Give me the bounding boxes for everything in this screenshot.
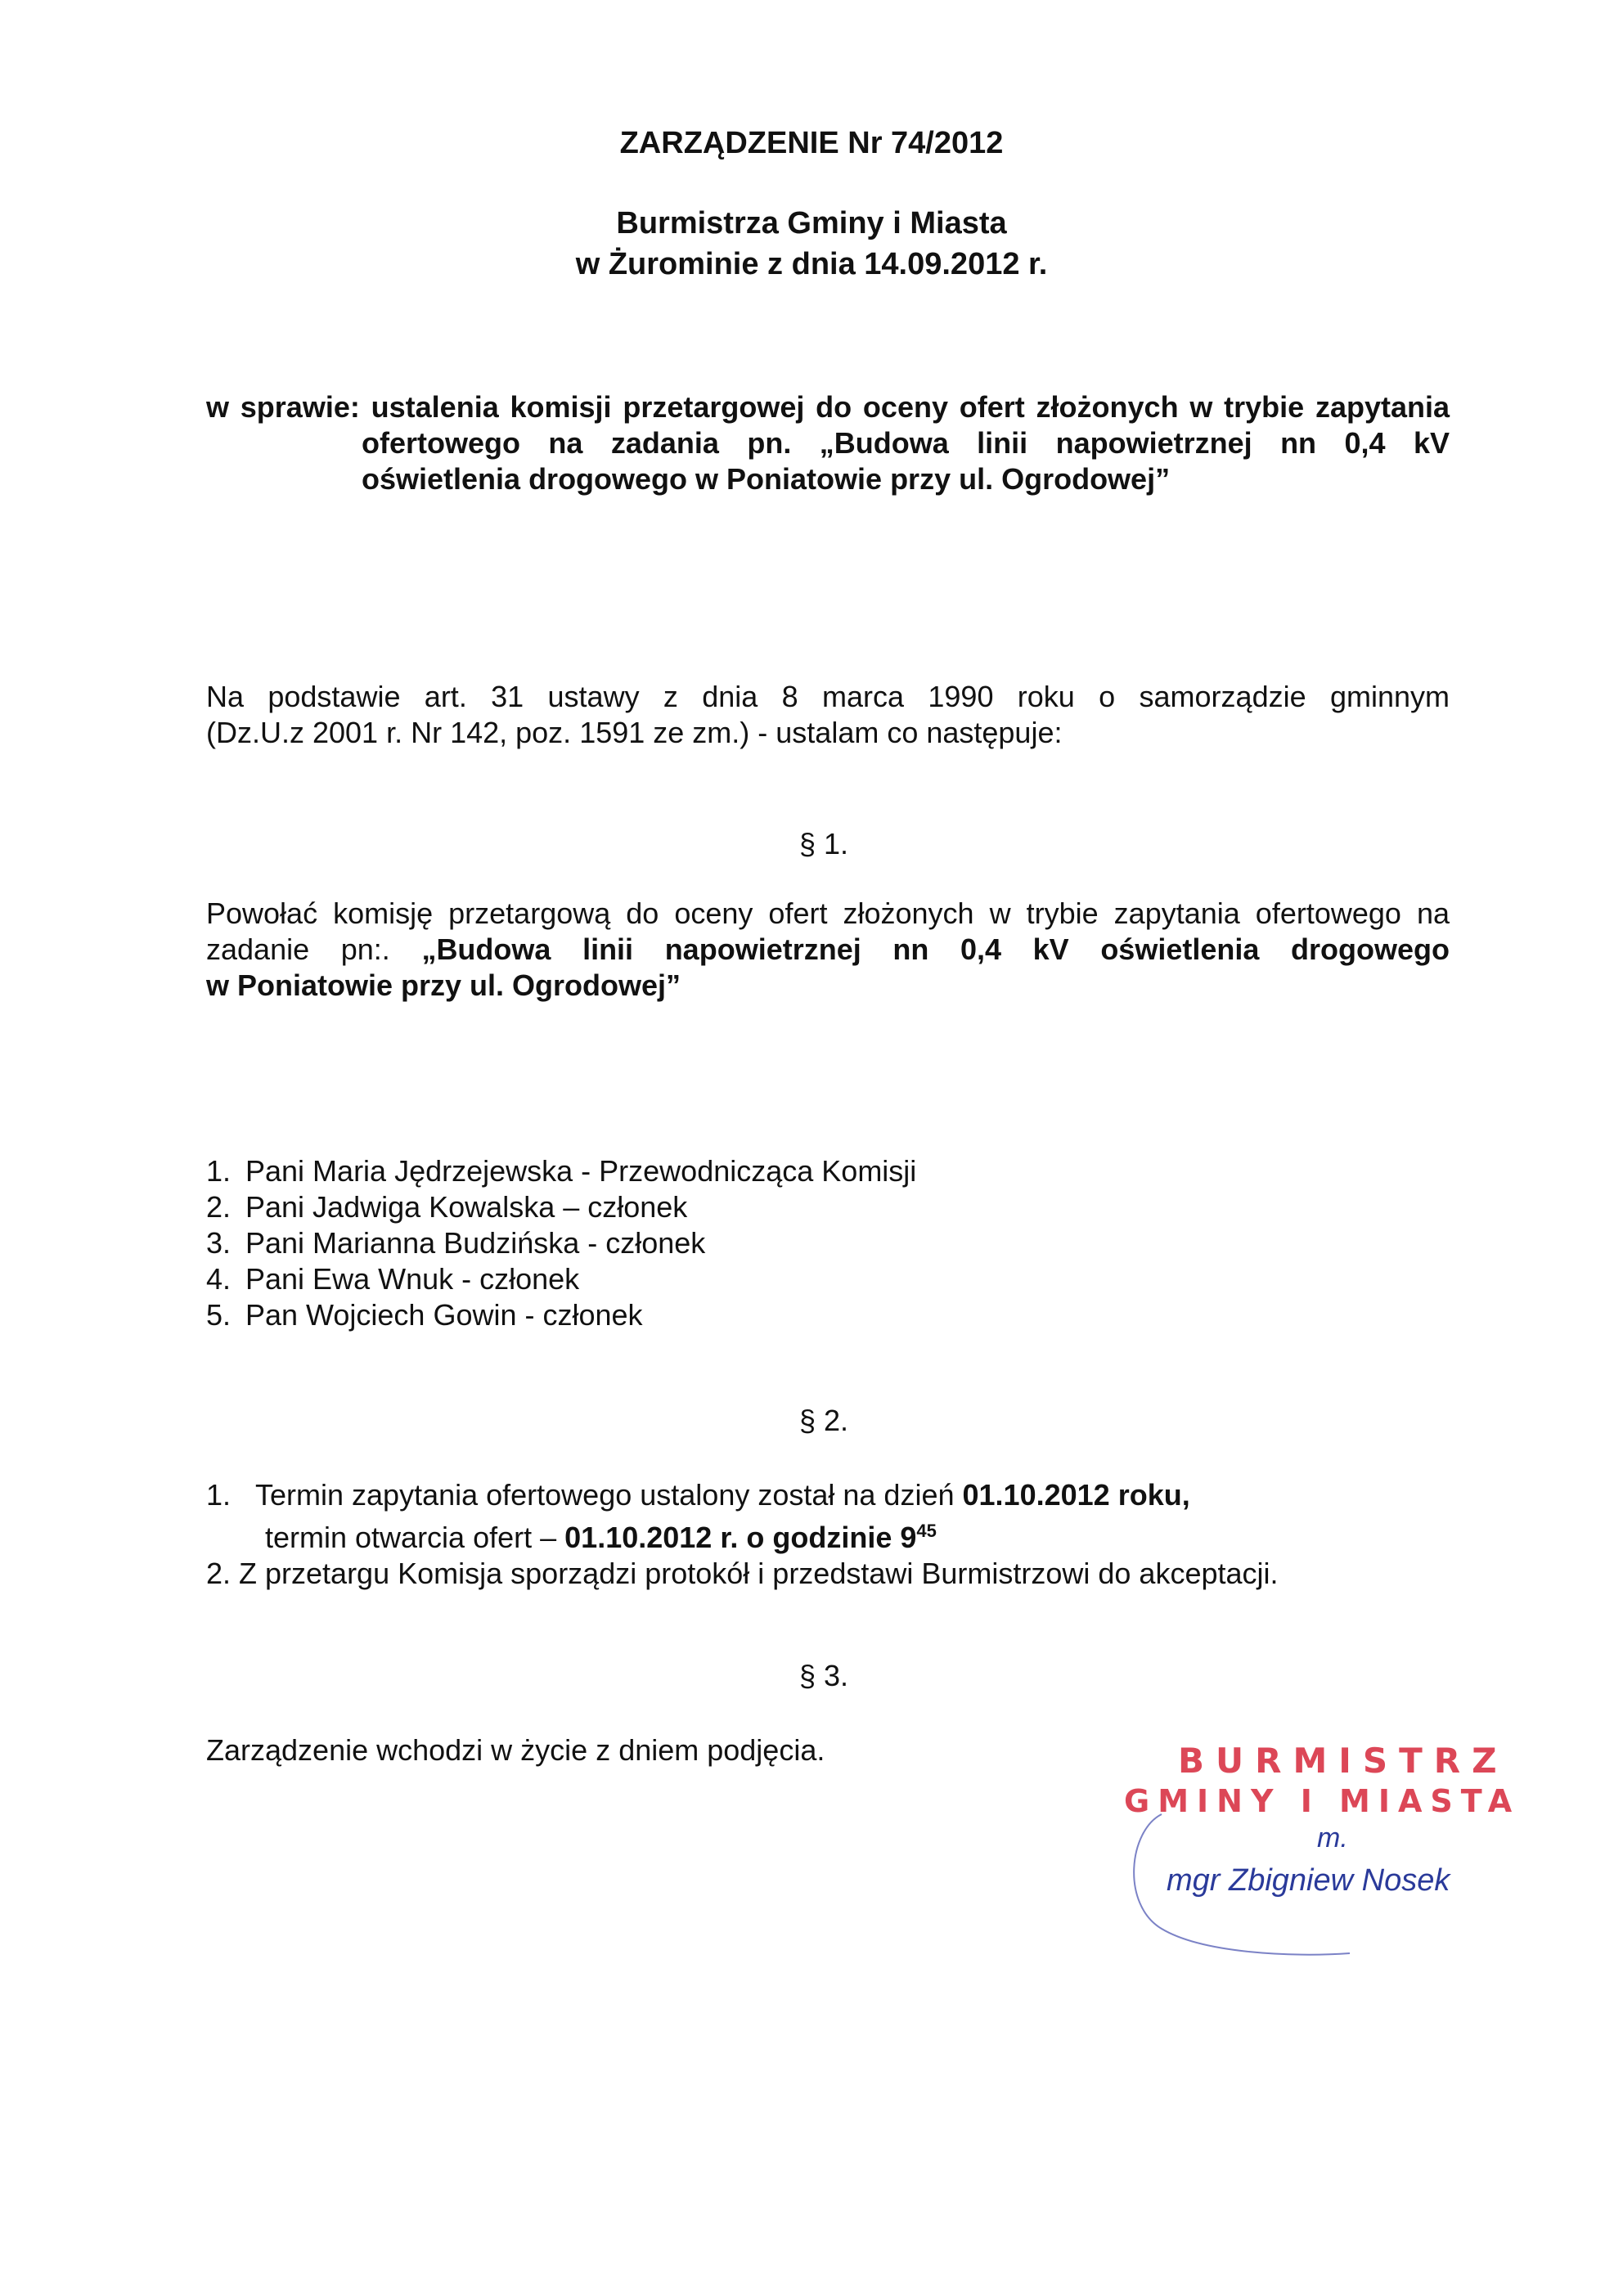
section-1-line-3: w Poniatowie przy ul. Ogrodowej” (206, 968, 681, 1002)
official-stamp (1113, 1732, 1538, 1970)
section-3-heading: § 3. (798, 1659, 849, 1692)
section-2-item-1-line-2: termin otwarcia ofert – 01.10.2012 r. o godzinie $9^{45}$ (265, 1521, 937, 1554)
preamble-line-2: (Dz.U.z 2001 r. Nr 142, poz. 1591 ze zm.) - ustalam co następuje: (206, 716, 1063, 749)
issuer-line-1: Burmistrza Gminy i Miasta (616, 206, 1007, 240)
preamble (206, 679, 1450, 751)
signature-initials: m. (1317, 1822, 1348, 1853)
subject-label: w sprawie: (206, 390, 360, 424)
subject-line-3: oświetlenia drogowego w Poniatowie przy ul. Ogrodowej” (362, 462, 1171, 496)
stamp-line-1: BURMISTRZ (1178, 1741, 1508, 1781)
section-2-heading: § 2. (798, 1404, 849, 1437)
section-2-item-2: 2. Z przetargu Komisja sporządzi protokół i przedstawi Burmistrzowi do akceptacji. (206, 1557, 1279, 1590)
section-2-body (206, 1477, 1499, 1592)
list-item: 3. Pani Marianna Budzińska - członek (206, 1226, 706, 1260)
list-item: 1. Pani Maria Jędrzejewska - Przewodnicząca Komisji (206, 1154, 917, 1188)
section-1-line-1: Powołać komisję przetargową do oceny ofert złożonych w trybie zapytania ofertowego na (206, 896, 1450, 930)
section-1-heading: § 1. (798, 827, 849, 860)
stamp-line-2: GMINY I MIASTA (1124, 1783, 1521, 1819)
subject-line-1: w sprawie: ustalenia komisji przetargowej do oceny ofert złożonych w trybie zapytania (206, 390, 1450, 424)
signature-name: mgr Zbigniew Nosek (1167, 1863, 1450, 1898)
section-1-body (206, 896, 1450, 1004)
members-list (206, 1153, 1270, 1333)
subject-block (206, 389, 1450, 497)
issuer-line-2: w Żurominie z dnia 14.09.2012 r. (575, 247, 1048, 281)
list-item: 4. Pani Ewa Wnuk - członek (206, 1262, 580, 1296)
preamble-line-1: Na podstawie art. 31 ustawy z dnia 8 marca 1990 roku o samorządzie gminnym (206, 680, 1450, 713)
list-item: 5. Pan Wojciech Gowin - członek (206, 1298, 643, 1332)
signature-stroke-icon (1113, 1782, 1538, 1970)
section-1-line-2: zadanie pn:. „Budowa linii napowietrznej nn 0,4 kV oświetlenia drogowego (206, 932, 1450, 966)
list-item: 2. Pani Jadwiga Kowalska – członek (206, 1190, 688, 1224)
subject-line-2: ofertowego na zadania pn. „Budowa linii napowietrznej nn 0,4 kV (362, 426, 1450, 460)
section-3-text: Zarządzenie wchodzi w życie z dniem podjęcia. (206, 1733, 825, 1767)
document-title: ZARZĄDZENIE Nr 74/2012 (619, 126, 1004, 160)
section-2-item-1: 1. Termin zapytania ofertowego ustalony został na dzień 01.10.2012 roku, (206, 1478, 1190, 1512)
